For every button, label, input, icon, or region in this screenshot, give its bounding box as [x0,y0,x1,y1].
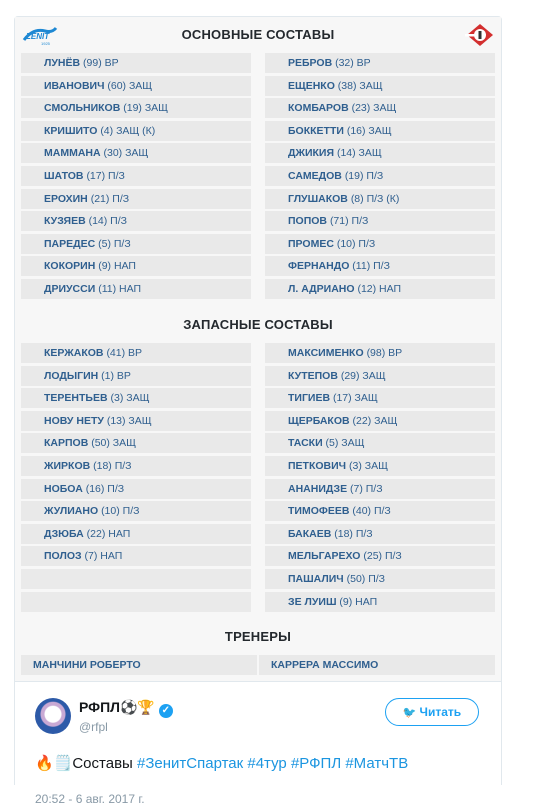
player-name: ПОЛОЗ [44,550,82,563]
player-row [21,343,251,363]
player-name: ПЕТКОВИЧ [288,459,347,472]
player-name: ФЕРНАНДО [288,260,350,273]
follow-button[interactable] [385,698,479,726]
player-row [21,234,251,254]
player-row [265,479,495,499]
player-name: ПАРЕДЕС [44,237,96,250]
player-name: КЕРЖАКОВ [44,347,104,359]
player-name: РЕБРОВ [288,57,333,69]
player-details: (18) П/З [93,459,132,472]
author-name[interactable] [79,699,173,718]
player-row [21,411,251,431]
player-name: ГЛУШАКОВ [288,192,348,205]
player-details: (41) ВР [106,347,143,359]
hashtag-link[interactable]: #МатчТВ [345,755,409,772]
player-name: ЕЩЕНКО [288,79,335,92]
author-handle[interactable]: @rfpl [79,720,108,734]
player-row [21,279,251,299]
player-row [21,479,251,499]
player-row [265,166,495,186]
home-starting-list [21,53,251,302]
player-details: (7) П/З [350,482,383,495]
player-row [265,433,495,453]
substitutes-title: ЗАПАСНЫЕ СОСТАВЫ [183,317,333,332]
player-details: (29) ЗАЩ [340,369,386,382]
player-details: (38) ЗАЩ [337,79,383,92]
home-subs-list [21,343,251,614]
player-name: ПРОМЕС [288,237,334,250]
player-details: (9) НАП [98,260,136,273]
player-row [21,524,251,544]
player-row [21,189,251,209]
player-name: ИВАНОВИЧ [44,79,105,92]
away-coach: КАРРЕРА МАССИМО [259,655,495,675]
player-details: (5) П/З [98,237,131,250]
player-details: (3) ЗАЩ [110,392,150,405]
player-row [21,546,251,566]
player-name: ЛОДЫГИН [44,369,99,382]
player-row [265,143,495,163]
player-row [21,501,251,521]
player-name: КАРПОВ [44,437,89,450]
player-details: (13) ЗАЩ [106,414,152,427]
player-name: ЕРОХИН [44,192,88,205]
tweet-text [35,754,408,772]
player-name: ТИМОФЕЕВ [288,505,350,518]
player-details: (22) НАП [86,527,131,540]
home-coach: МАНЧИНИ РОБЕРТО [21,655,257,675]
starting-lineups-title: ОСНОВНЫЕ СОСТАВЫ [181,27,335,42]
player-details: (5) ЗАЩ [325,437,365,450]
player-name: БАКАЕВ [288,527,332,540]
player-details: (22) ЗАЩ [352,414,398,427]
player-details: (40) П/З [352,505,391,518]
hashtag-link[interactable]: #4тур [247,755,287,772]
player-details: (7) НАП [84,550,123,563]
lineup-sheet [15,17,501,681]
player-name: БОККЕТТИ [288,124,344,137]
player-name: МАММАНА [44,147,101,160]
player-details: (3) ЗАЩ [348,459,388,472]
player-name: САМЕДОВ [288,169,342,182]
player-row [21,256,251,276]
player-row [21,569,251,589]
player-row [265,366,495,386]
player-details: (32) ВР [335,57,371,69]
player-row [265,234,495,254]
player-details: (9) НАП [339,595,378,608]
player-row [21,211,251,231]
player-row [265,98,495,118]
player-name: КОКОРИН [44,260,96,273]
player-row [265,256,495,276]
player-details: (60) ЗАЩ [107,79,153,92]
tweet-text-prefix: 🔥🗒️Составы [35,755,137,772]
player-details: (18) П/З [334,527,373,540]
player-name: ТЕРЕНТЬЕВ [44,392,108,405]
player-details: (30) ЗАЩ [103,147,149,160]
player-row [21,121,251,141]
player-name: ШАТОВ [44,169,84,182]
player-name: ЛУНЁВ [44,57,81,69]
author-emoji: ⚽🏆 [120,699,155,715]
player-row [265,76,495,96]
player-details: (4) ЗАЩ (К) [100,124,156,137]
player-row [21,433,251,453]
player-row [21,456,251,476]
player-details: (19) П/З [344,169,384,182]
player-name: НОБОА [44,482,83,495]
player-row [21,166,251,186]
twitter-bird-icon: 🐦 [402,707,417,719]
player-details: (11) НАП [98,282,142,295]
player-name: КОМБАРОВ [288,102,349,115]
player-row [21,98,251,118]
player-row [265,456,495,476]
player-details: (50) ЗАЩ [91,437,136,450]
tweet-timestamp[interactable]: 20:52 - 6 авг. 2017 г. [35,792,145,806]
player-details: (11) П/З [352,260,390,273]
tweet-body [15,681,501,806]
player-name: КРИШИТО [44,124,98,137]
player-details: (16) П/З [85,482,125,495]
player-row [265,388,495,408]
player-row [265,53,495,73]
player-name: ДРИУССИ [44,282,96,295]
away-starting-list [265,53,495,302]
player-row [265,189,495,209]
verified-icon: ✓ [159,704,173,718]
player-name: ДЖИКИЯ [288,147,335,160]
player-details: (1) ВР [101,369,131,382]
player-name: ТИГИЕВ [288,392,331,405]
player-details: (21) П/З [90,192,130,205]
player-name: ЩЕРБАКОВ [288,414,350,427]
player-row [21,388,251,408]
player-name: ПАШАЛИЧ [288,572,344,585]
player-name: КУТЕПОВ [288,369,338,382]
player-name: НОВУ НЕТУ [44,414,104,427]
player-details: (17) П/З [86,169,125,182]
player-details: (71) П/З [329,215,369,228]
player-row [265,546,495,566]
player-name: ПОПОВ [288,215,328,228]
player-row [21,76,251,96]
player-details: (14) П/З [88,215,127,228]
player-name: Л. АДРИАНО [288,282,355,295]
author-name-text: РФПЛ [79,699,120,715]
player-row [21,53,251,73]
svg-text:ZENIT: ZENIT [26,32,50,41]
player-name: АНАНИДЗЕ [288,482,348,495]
player-details: (19) ЗАЩ [123,102,169,115]
player-details: (17) ЗАЩ [332,392,378,405]
player-row [265,569,495,589]
player-name: ТАСКИ [288,437,323,450]
player-name: МАКСИМЕНКО [288,347,364,359]
player-name: ДЗЮБА [44,527,84,540]
player-details: (14) ЗАЩ [336,147,382,160]
avatar[interactable] [35,698,71,734]
player-row [265,524,495,544]
player-details: (23) ЗАЩ [351,102,397,115]
player-details: (50) П/З [346,572,386,585]
player-name: МЕЛЬГАРЕХО [288,550,361,563]
away-subs-list [265,343,495,614]
player-details: (25) П/З [363,550,402,563]
player-row [265,501,495,521]
player-row [21,143,251,163]
player-details: (16) ЗАЩ [346,124,392,137]
player-row [21,592,251,612]
player-name: ЖИРКОВ [44,459,91,472]
player-row [265,411,495,431]
player-details: (98) ВР [366,347,403,359]
player-details: (10) П/З [336,237,376,250]
player-name: ЗЕ ЛУИШ [288,595,337,608]
player-name: ЖУЛИАНО [44,505,99,518]
embedded-tweet-card [14,16,502,806]
player-name: СМОЛЬНИКОВ [44,102,121,115]
player-name: КУЗЯЕВ [44,215,86,228]
player-row [265,343,495,363]
player-row [265,592,495,612]
player-row [21,366,251,386]
player-row [265,211,495,231]
player-details: (99) ВР [83,57,119,69]
coaches-title: ТРЕНЕРЫ [224,629,292,644]
player-details: (8) П/З (К) [350,192,400,205]
player-row [265,121,495,141]
hashtag-link[interactable]: #РФПЛ [290,755,342,772]
follow-label: Читать [419,705,462,719]
svg-text:1925: 1925 [41,41,50,46]
hashtag-link[interactable]: #ЗенитСпартак [137,755,244,772]
player-details: (12) НАП [357,282,402,295]
player-details: (10) П/З [101,505,140,518]
player-row [265,279,495,299]
